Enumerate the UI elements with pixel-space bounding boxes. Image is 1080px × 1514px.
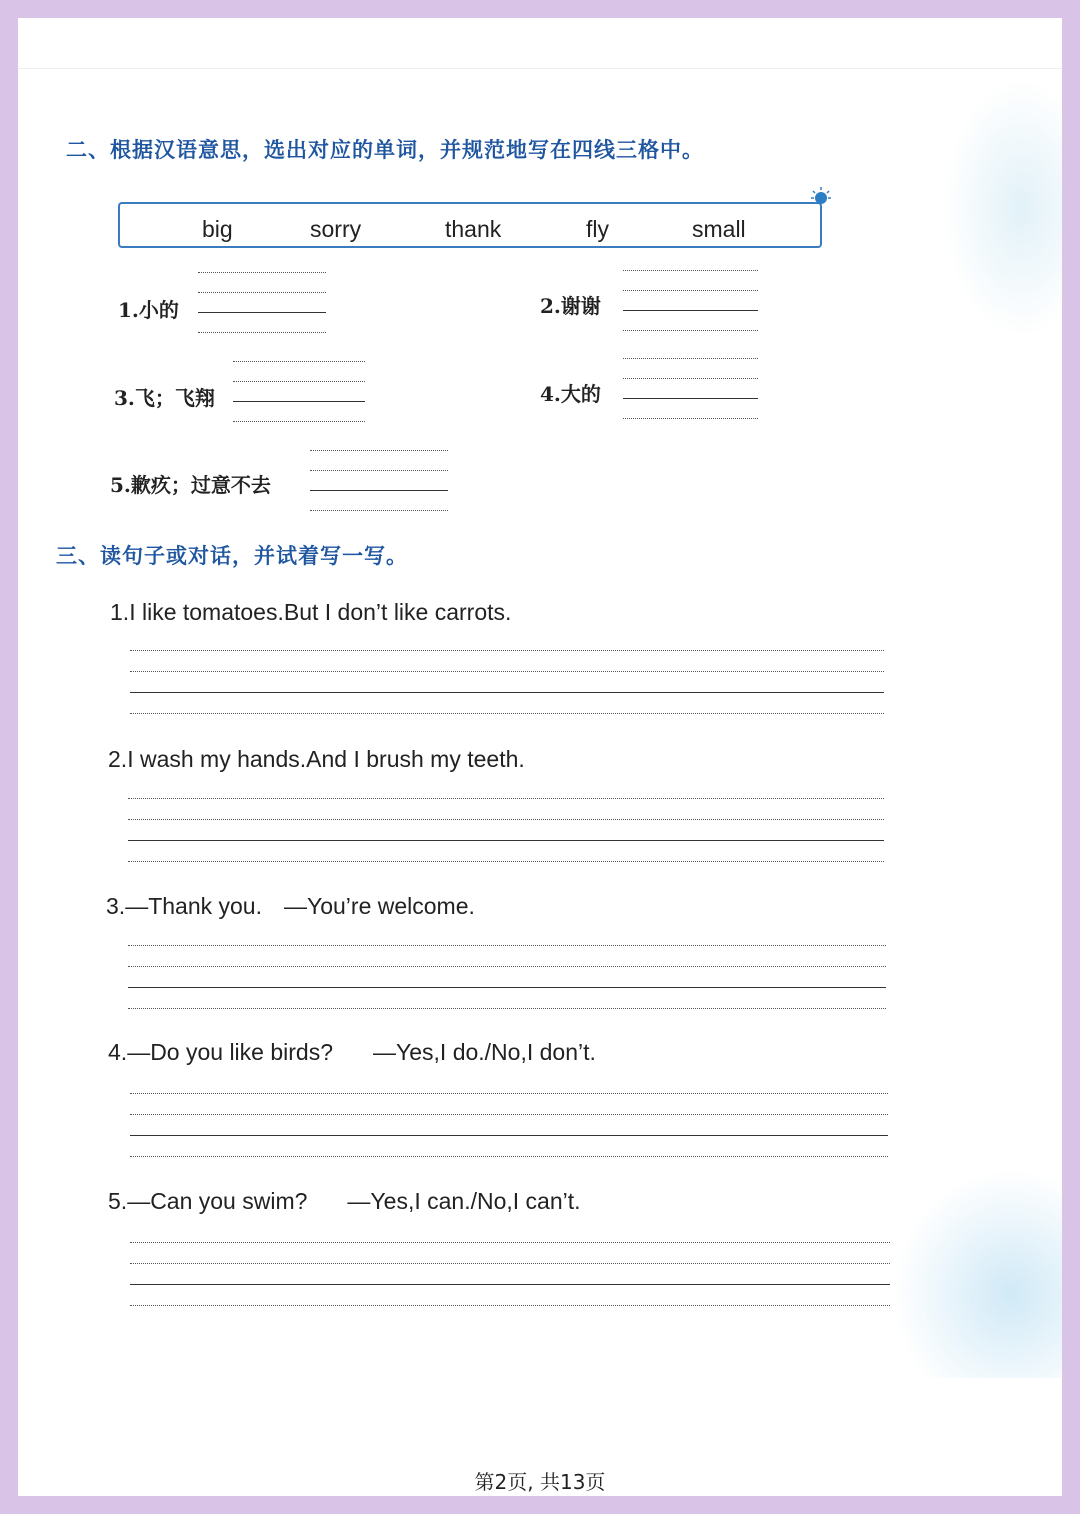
- background-decoration: [892, 1168, 1062, 1378]
- section-3-title: [56, 540, 408, 570]
- word-bank-item: small: [692, 216, 746, 242]
- background-decoration: [942, 78, 1062, 338]
- sentence-3: [106, 893, 475, 920]
- sentence-speaker-a: —Thank you.: [125, 893, 262, 919]
- vocab-item-2-writing-grid[interactable]: [623, 270, 758, 330]
- word-bank-item: sorry: [310, 216, 362, 242]
- vocab-item-3-writing-grid[interactable]: [233, 361, 365, 421]
- vocab-item-3-label: 3.飞；飞翔: [114, 386, 215, 410]
- sentence-number: 5.: [108, 1188, 128, 1214]
- sentence-number: 2.: [108, 746, 128, 772]
- sentence-2: [108, 746, 525, 773]
- word-bank-item: thank: [445, 216, 502, 242]
- sentence-3-writing-lines[interactable]: [128, 945, 886, 1011]
- word-bank-item: fly: [586, 216, 609, 242]
- top-divider: [18, 68, 1062, 69]
- vocab-item-1-writing-grid[interactable]: [198, 272, 326, 332]
- sentence-text: I like tomatoes.But I don’t like carrots.: [129, 599, 512, 625]
- sentence-4: [108, 1039, 596, 1066]
- worksheet-page: [18, 18, 1062, 1496]
- sentence-number: 1.: [110, 599, 130, 625]
- vocab-item-1-label: 1.小的: [118, 298, 179, 322]
- page-number-footer: 第2页, 共13页: [474, 1470, 606, 1494]
- lightbulb-icon: [810, 186, 832, 208]
- vocab-item-5-label: 5.歉疚；过意不去: [110, 473, 271, 497]
- sentence-number: 3.: [106, 893, 126, 919]
- section-2-title-text: 二、根据汉语意思，选出对应的单词，并规范地写在四线三格中。: [66, 138, 704, 162]
- vocab-item-2-label: 2.谢谢: [540, 294, 601, 318]
- sentence-speaker-b: —Yes,I can./No,I can’t.: [347, 1188, 581, 1214]
- word-bank-box: [118, 202, 822, 248]
- sentence-1-writing-lines[interactable]: [130, 650, 884, 716]
- sentence-2-writing-lines[interactable]: [128, 798, 884, 864]
- sentence-speaker-a: —Do you like birds?: [127, 1039, 333, 1065]
- vocab-item-5-writing-grid[interactable]: [310, 450, 448, 510]
- sentence-speaker-a: —Can you swim?: [127, 1188, 308, 1214]
- vocab-item-4-writing-grid[interactable]: [623, 358, 758, 418]
- sentence-number: 4.: [108, 1039, 128, 1065]
- sentence-speaker-b: —You’re welcome.: [283, 893, 475, 919]
- section-2-title: [66, 134, 704, 164]
- sentence-1: [110, 599, 511, 626]
- vocab-item-4-label: 4.大的: [540, 382, 601, 406]
- sentence-speaker-b: —Yes,I do./No,I don’t.: [373, 1039, 596, 1065]
- word-bank-item: big: [202, 216, 233, 242]
- section-3-title-text: 三、读句子或对话，并试着写一写。: [56, 544, 408, 568]
- sentence-5-writing-lines[interactable]: [130, 1242, 890, 1308]
- sentence-4-writing-lines[interactable]: [130, 1093, 888, 1159]
- sentence-text: I wash my hands.And I brush my teeth.: [127, 746, 525, 772]
- sentence-5: [108, 1188, 581, 1215]
